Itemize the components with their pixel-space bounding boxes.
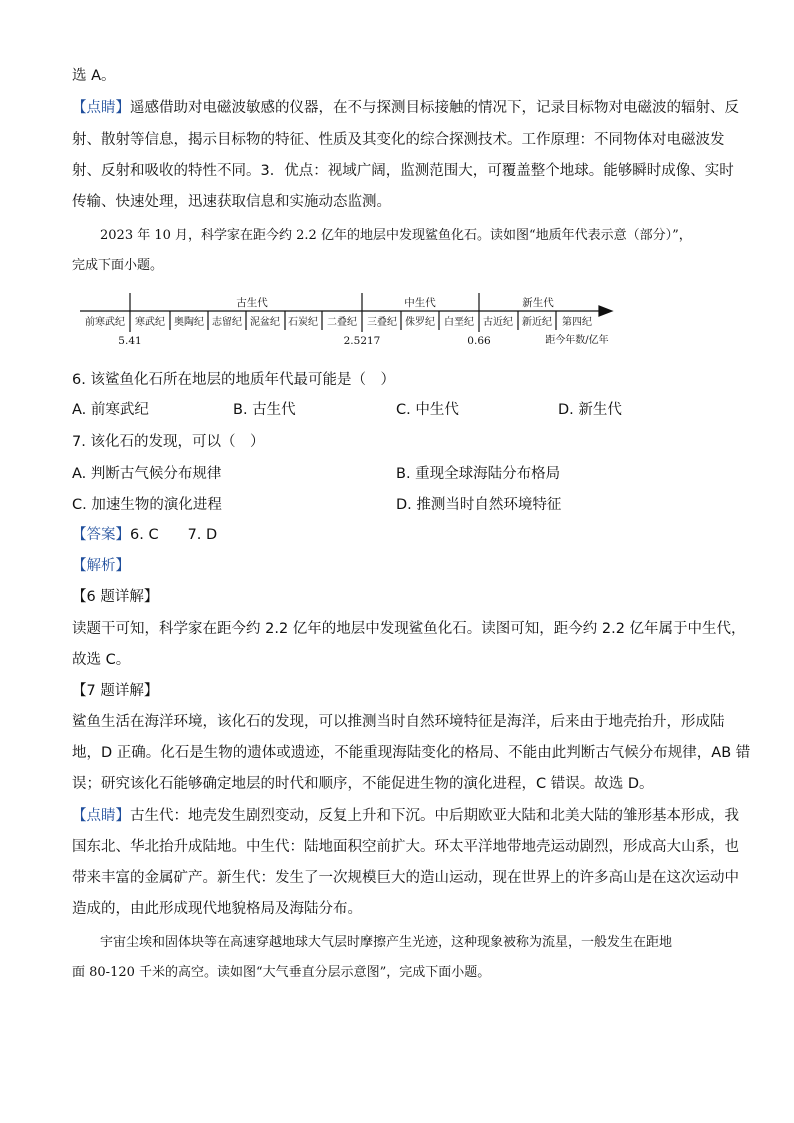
era-label-mesozoic: 中生代: [404, 297, 436, 309]
text-line: 鲨鱼生活在海洋环境，该化石的发现，可以推测当时自然环境特征是海洋，后来由于地壳抬升，形成陆: [72, 714, 725, 730]
q7-option-b: B. 重现全球海陆分布格局: [396, 466, 561, 482]
q6-option-c: C. 中生代: [396, 402, 459, 418]
period-label: 泥盆纪: [250, 317, 280, 328]
intro-line: 2023 年 10 月，科学家在距今约 2.2 亿年的地层中发现鲨鱼化石。读如图“地质年代表示意（部分）”，: [100, 228, 692, 243]
answer-tag: 【答案】: [72, 527, 130, 543]
text-line: 射、散射等信息，揭示目标物的特征、性质及其变化的综合探测技术。工作原理：不同物体对电磁波发: [72, 132, 725, 148]
q7-option-d: D. 推测当时自然环境特征: [396, 497, 562, 513]
period-label: 侏罗纪: [405, 317, 435, 328]
q6-option-d: D. 新生代: [558, 402, 622, 418]
period-label: 二叠纪: [327, 317, 357, 328]
point-paragraph: [72, 98, 739, 118]
detail-7-tag: 【7 题详解】: [72, 683, 159, 699]
period-label: 奥陶纪: [174, 317, 204, 328]
q7-option-a: A. 判断古气候分布规律: [72, 466, 222, 482]
period-label: 白垩纪: [444, 317, 474, 328]
point-tag: 【点睛】: [72, 100, 130, 116]
period-label: 三叠纪: [367, 317, 397, 328]
text-line: 国东北、华北抬升成陆地。中生代：陆地面积空前扩大。环太平洋地带地壳运动剧烈，形成高大山系，也: [72, 839, 739, 855]
tick-label: 0.66: [467, 335, 491, 347]
tick-label: 2.5217: [343, 335, 381, 347]
text-line: 选 A。: [72, 68, 116, 84]
text-line: 传输、快速处理，迅速获取信息和实施动态监测。: [72, 194, 391, 210]
text-line: 遥感借助对电磁波敏感的仪器，在不与探测目标接触的情况下，记录目标物对电磁波的辐射、反: [130, 100, 739, 116]
period-label: 石炭纪: [288, 317, 318, 328]
era-label-cenozoic: 新生代: [522, 297, 554, 309]
period-label: 第四纪: [562, 317, 592, 328]
detail-6-tag: 【6 题详解】: [72, 589, 159, 605]
era-label-paleozoic: 古生代: [236, 297, 268, 309]
text-line: 读题干可知，科学家在距今约 2.2 亿年的地层中发现鲨鱼化石。读图可知，距今约 2.2 亿年属于中生代，: [72, 621, 746, 637]
text-line: 带来丰富的金属矿产。新生代：发生了一次规模巨大的造山运动，现在世界上的许多高山是在这次运动中: [72, 870, 739, 886]
tick-label: 5.41: [118, 335, 142, 347]
question-6-stem: 6. 该鲨鱼化石所在地层的地质年代最可能是（ ）: [72, 372, 395, 388]
text-line: 造成的，由此形成现代地貌格局及海陆分布。: [72, 901, 362, 917]
period-label: 新近纪: [522, 317, 552, 328]
point-tag: 【点睛】: [72, 808, 130, 824]
axis-unit-label: 距今年数/亿年: [545, 335, 609, 346]
q7-option-c: C. 加速生物的演化进程: [72, 497, 222, 513]
text-line: 误；研究该化石能够确定地层的时代和顺序，不能促进生物的演化进程，C 错误。故选 D。: [72, 776, 654, 792]
intro-line: 完成下面小题。: [72, 258, 164, 273]
intro-line: 宇宙尘埃和固体块等在高速穿越地球大气层时摩擦产生光迹，这种现象被称为流星，一般发生在距地: [100, 935, 673, 950]
period-label: 志留纪: [212, 317, 242, 328]
text-line: 故选 C。: [72, 652, 131, 668]
text-line: 地，D 正确。化石是生物的遗体或遗迹，不能重现海陆变化的格局、不能由此判断古气候分布规律，AB 错: [72, 745, 751, 761]
period-label: 古近纪: [483, 317, 513, 328]
point-paragraph: [72, 806, 739, 826]
q6-option-a: A. 前寒武纪: [72, 402, 149, 418]
period-label: 前寒武纪: [85, 317, 125, 328]
text-line: 古生代：地壳发生剧烈变动，反复上升和下沉。中后期欧亚大陆和北美大陆的雏形基本形成，我: [130, 808, 739, 824]
analysis-tag: 【解析】: [72, 558, 130, 574]
answer-line: [72, 525, 217, 545]
q6-option-b: B. 古生代: [233, 402, 296, 418]
period-label: 寒武纪: [135, 317, 165, 328]
answer-text: 6. C 7. D: [130, 527, 218, 543]
question-7-stem: 7. 该化石的发现，可以（ ）: [72, 434, 265, 450]
intro-line: 面 80-120 千米的高空。读如图“大气垂直分层示意图”，完成下面小题。: [72, 965, 491, 980]
geologic-timeline-figure: [72, 288, 632, 350]
text-line: 射、反射和吸收的特性不同。3．优点：视域广阔，监测范围大，可覆盖整个地球。能够瞬时成像、实时: [72, 163, 734, 179]
